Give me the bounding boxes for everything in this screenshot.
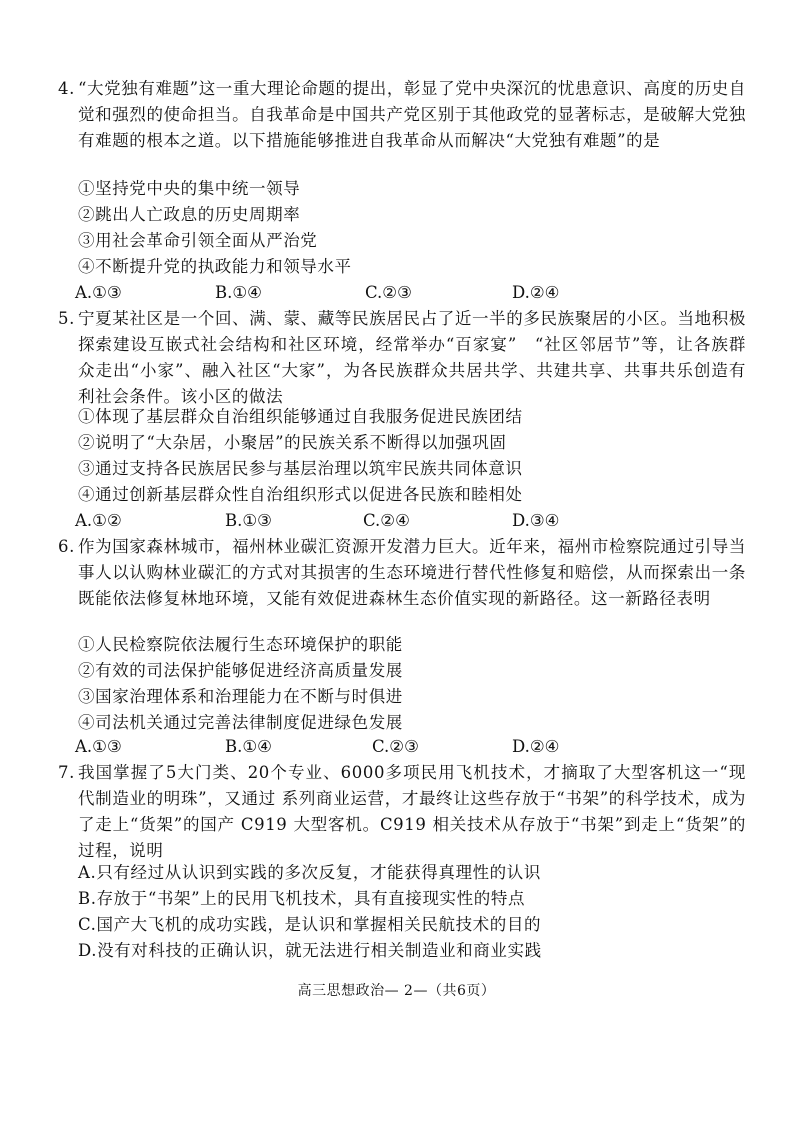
statement-item: ③用社会革命引领全面从严治党	[78, 231, 318, 250]
choice-d: D.③④	[512, 511, 560, 530]
question-text: 我国掌握了5大门类、20个专业、6000多项民用飞机技术，才摘取了大型客机这一“现代制造业的明珠”，又通过 系列商业运营，才最终让这些存放于“书架”的科学技术，成为了走上“货架”的国产 C919 大型客机。C919 相关技术从存放于“书架”到走上“货架”的过程，说明	[78, 763, 746, 860]
answer-choices	[75, 508, 755, 534]
choice-b: B.存放于“书架”上的民用飞机技术，具有直接现实性的特点	[78, 889, 526, 908]
choice-c: C.②③	[372, 737, 419, 756]
choice-c: C.国产大飞机的成功实践，是认识和掌握相关民航技术的目的	[78, 915, 542, 934]
statement-item: ④通过创新基层群众性自治组织形式以促进各民族和睦相处	[78, 485, 523, 504]
choice-a: A.只有经过从认识到实践的多次反复，才能获得真理性的认识	[78, 863, 541, 882]
question-number: 5.	[58, 309, 75, 328]
question-number: 7.	[58, 763, 75, 782]
question-text: 作为国家森林城市，福州林业碳汇资源开发潜力巨大。近年来，福州市检察院通过引导当事人以认购林业碳汇的方式对其损害的生态环境进行替代性修复和赔偿，从而探索出一条既能依法修复林地环境，又能有效促进森林生态价值实现的新路径。这一新路径表明	[78, 537, 746, 608]
statement-item: ③国家治理体系和治理能力在不断与时俱进	[78, 687, 403, 706]
question-7-stem	[58, 760, 746, 864]
question-number: 4.	[58, 79, 75, 98]
statement-item: ①体现了基层群众自治组织能够通过自我服务促进民族团结	[78, 407, 523, 426]
statement-item: ②说明了“大杂居，小聚居”的民族关系不断得以加强巩固	[78, 433, 507, 452]
statement-item: ①坚持党中央的集中统一领导	[78, 179, 301, 198]
choice-a: A.①③	[75, 737, 122, 756]
statement-item: ④司法机关通过完善法律制度促进绿色发展	[78, 713, 403, 732]
statement-item: ③通过支持各民族居民参与基层治理以筑牢民族共同体意识	[78, 459, 523, 478]
question-6-stem	[58, 534, 746, 612]
choice-a: A.①②	[75, 511, 122, 530]
choice-b: B.①④	[225, 737, 272, 756]
choice-d: D.没有对科技的正确认识，就无法进行相关制造业和商业实践	[78, 941, 542, 960]
statement-item: ①人民检察院依法履行生态环境保护的职能	[78, 635, 403, 654]
question-4-stem	[58, 76, 746, 154]
statement-item: ④不断提升党的执政能力和领导水平	[78, 257, 352, 276]
question-5-stem	[58, 306, 746, 410]
question-text: 宁夏某社区是一个回、满、蒙、藏等民族居民占了近一半的多民族聚居的小区。当地积极探索建设互嵌式社会结构和社区环境，经常举办“百家宴” “社区邻居节”等，让各族群众走出“小家”、融入社区“大家”，为各民族群众共居共学、共建共享、共事共乐创造有利社会条件。该小区的做法	[78, 309, 746, 406]
choice-b: B.①④	[215, 283, 262, 302]
choice-c: C.②③	[365, 283, 412, 302]
choice-c: C.②④	[363, 511, 410, 530]
choice-b: B.①③	[225, 511, 272, 530]
question-number: 6.	[58, 537, 75, 556]
answer-choices	[75, 280, 755, 306]
statement-item: ②有效的司法保护能够促进经济高质量发展	[78, 661, 403, 680]
choice-d: D.②④	[512, 283, 560, 302]
choice-a: A.①③	[75, 283, 122, 302]
choice-d: D.②④	[512, 737, 560, 756]
answer-choices	[75, 734, 755, 760]
statement-item: ②跳出人亡政息的历史周期率	[78, 205, 301, 224]
page-footer: 高三思想政治— 2—（共6页）	[297, 983, 496, 999]
question-text: “大党独有难题”这一重大理论命题的提出，彰显了党中央深沉的忧患意识、高度的历史自觉和强烈的使命担当。自我革命是中国共产党区别于其他政党的显著标志，是破解大党独有难题的根本之道。以下措施能够推进自我革命从而解决“大党独有难题”的是	[78, 79, 746, 150]
